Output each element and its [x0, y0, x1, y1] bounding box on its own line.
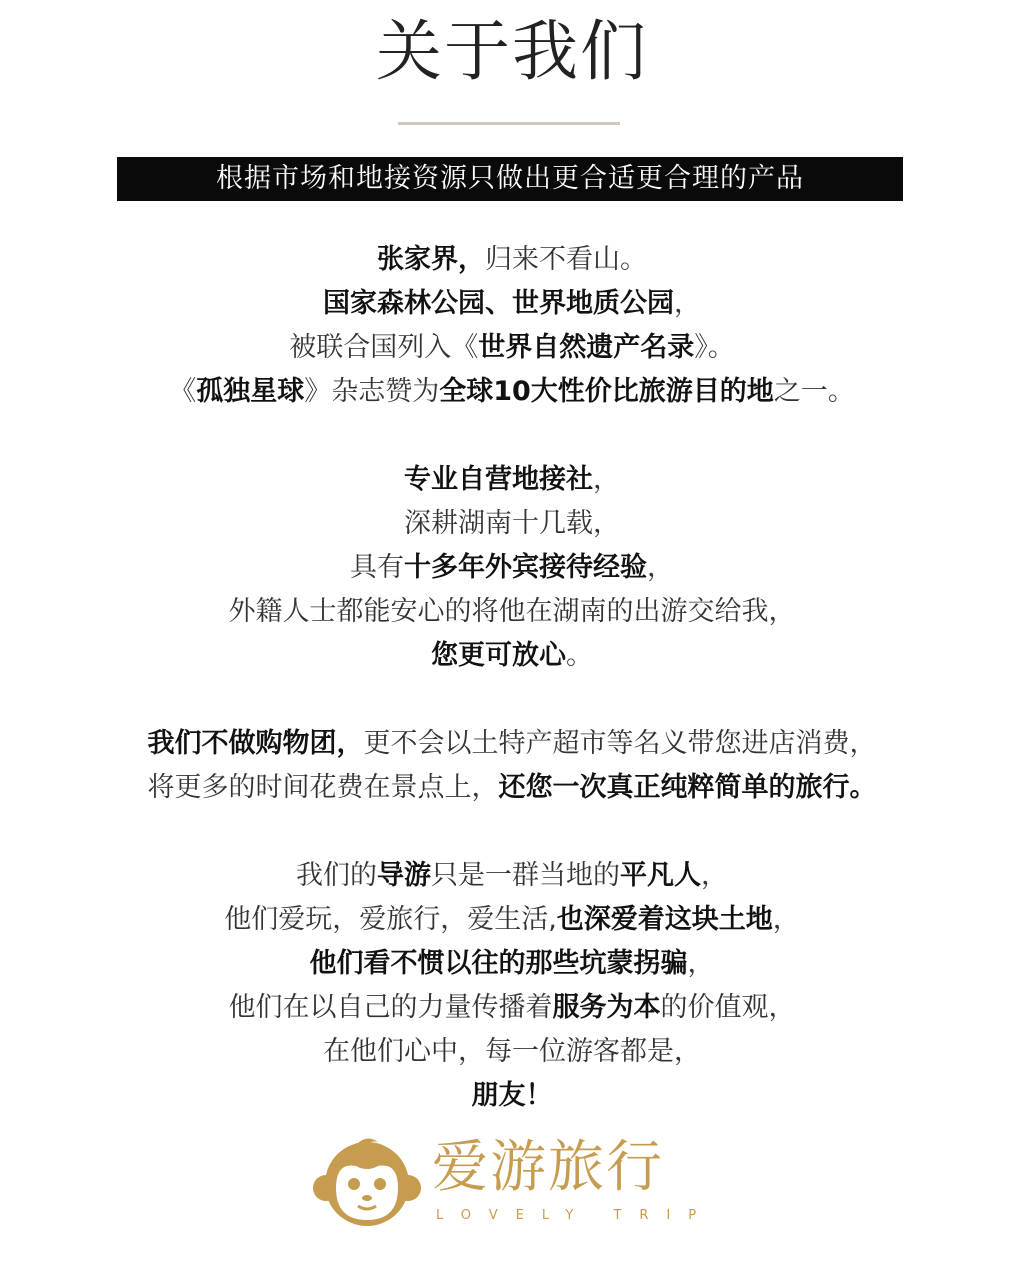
text-line	[40, 590, 984, 634]
body-text: 。	[566, 640, 593, 671]
emphasis-text: 张家界，	[377, 244, 485, 275]
body-text: 之一。	[773, 376, 855, 407]
emphasis-text: 专业自营地接社	[404, 464, 593, 495]
emphasis-text: 世界自然遗产名录	[478, 332, 695, 363]
emphasis-text: 服务为本	[552, 992, 661, 1023]
brand-name: 爱游旅行	[432, 1135, 664, 1200]
emphasis-text: 也深爱着这块土地	[556, 904, 773, 935]
body-text: 具有	[350, 552, 404, 583]
emphasis-text: 导游	[377, 860, 431, 891]
brand-logo	[312, 1132, 715, 1232]
body-text: 将更多的时间花费在景点上，	[147, 772, 499, 803]
text-line	[40, 854, 984, 898]
text-line	[40, 502, 984, 546]
body-text: ，	[701, 860, 728, 891]
body-text: 》。	[694, 332, 735, 363]
body-text: 归来不看山。	[485, 244, 647, 275]
text-line	[40, 634, 984, 678]
body-text: 被联合国列入《	[289, 332, 479, 363]
text-line	[40, 282, 984, 326]
body-text: 他们爱玩，爱旅行，爱生活,	[224, 904, 557, 935]
body-text: ，	[687, 948, 715, 979]
emphasis-text: 他们看不惯以往的那些坑蒙拐骗	[309, 948, 688, 979]
page-title: 关于我们	[376, 13, 648, 90]
brand-subtitle: LOVELY TRIP	[436, 1208, 715, 1223]
text-line	[40, 1074, 984, 1118]
body-text: 我们的	[296, 860, 377, 891]
about-content	[40, 238, 984, 1118]
emphasis-text: 我们不做购物团，	[147, 728, 364, 759]
body-text: 外籍人士都能安心的将他在湖南的出游交给我，	[228, 596, 796, 627]
text-line	[40, 942, 984, 986]
body-text: 在他们心中，每一位游客都是，	[323, 1036, 701, 1067]
body-text: ，	[647, 552, 674, 583]
text-line	[40, 238, 984, 282]
body-text: 他们在以自己的力量传播着	[228, 992, 553, 1023]
body-text: ，	[674, 288, 701, 319]
paragraph-guides	[40, 854, 984, 1118]
body-text: 更不会以土特产超市等名义带您进店消费，	[363, 728, 877, 759]
emphasis-text: 全球10大性价比旅游目的地	[439, 376, 774, 407]
paragraph-zhangjiajie	[40, 238, 984, 414]
text-line	[40, 326, 984, 370]
emphasis-text: 朋友！	[471, 1080, 553, 1111]
emphasis-text: 国家森林公园、世界地质公园	[323, 288, 674, 319]
text-line	[40, 898, 984, 942]
body-text: ，	[772, 904, 800, 935]
body-text: 的价值观，	[660, 992, 796, 1023]
text-line	[40, 458, 984, 502]
emphasis-text: 平凡人	[620, 860, 701, 891]
emphasis-text: 孤独星球	[196, 376, 305, 407]
paragraph-agency	[40, 458, 984, 678]
body-text: 》杂志赞为	[304, 376, 440, 407]
paragraph-no-shopping	[40, 722, 984, 810]
emphasis-text: 您更可放心	[431, 640, 566, 671]
text-line	[40, 766, 984, 810]
text-line	[40, 1030, 984, 1074]
body-text: ，	[593, 464, 620, 495]
monkey-logo-icon	[312, 1132, 422, 1232]
body-text: 深耕湖南十几载，	[404, 508, 620, 539]
emphasis-text: 十多年外宾接待经验	[404, 552, 647, 583]
title-divider	[398, 122, 620, 125]
text-line	[40, 986, 984, 1030]
text-line	[40, 546, 984, 590]
emphasis-text: 还您一次真正纯粹简单的旅行。	[498, 772, 877, 803]
body-text: 只是一群当地的	[431, 860, 620, 891]
tagline-banner: 根据市场和地接资源只做出更合适更合理的产品	[117, 157, 903, 201]
text-line	[40, 370, 984, 414]
text-line	[40, 722, 984, 766]
body-text: 《	[169, 376, 197, 407]
